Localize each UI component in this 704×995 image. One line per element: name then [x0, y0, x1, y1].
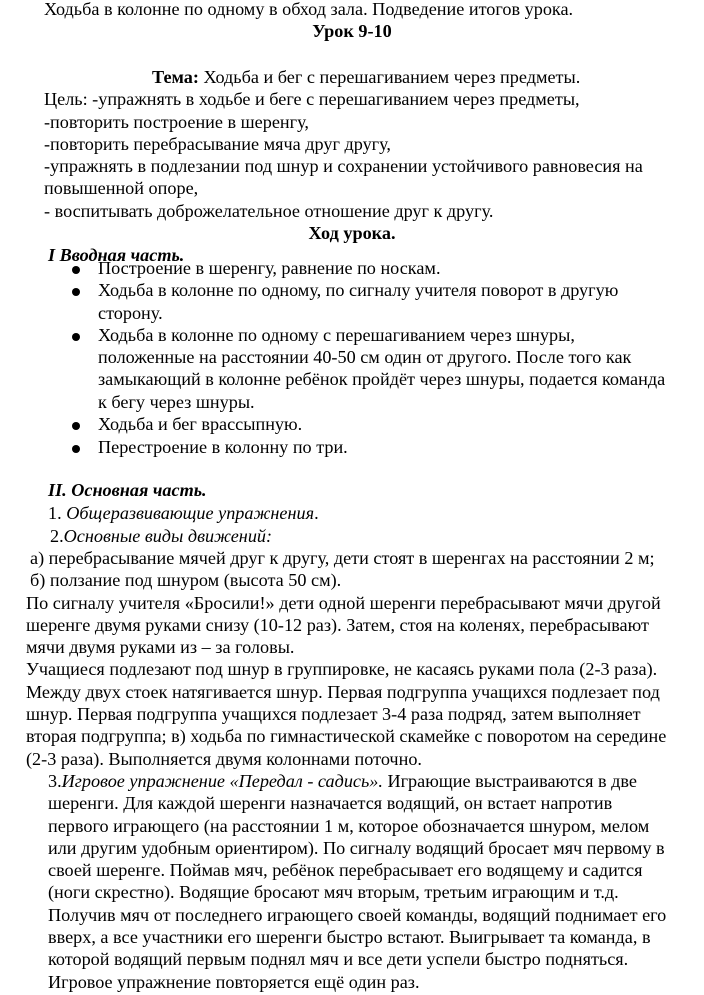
main-part-heading: II. Основная часть. — [48, 480, 207, 501]
bullet-line: к бегу через шнуры. — [98, 391, 255, 412]
game-first-line — [48, 770, 637, 793]
bullet-line: Построение в шеренгу, равнение по носкам. — [98, 257, 441, 278]
game-line: вверх, а все участники его шеренги быстро встают. Выигрывает та команда, в — [48, 927, 651, 948]
goal-line: -повторить построение в шеренгу, — [44, 111, 309, 132]
game-line: первого играющего (на расстоянии 1 м, которое обозначается шнуром, мелом — [48, 815, 650, 836]
course-heading: Ход урока. — [308, 223, 396, 244]
main-item-1 — [48, 502, 319, 525]
item-tail: . — [314, 503, 319, 524]
bullet-line: Ходьба и бег врассыпную. — [98, 414, 303, 435]
bullet-icon — [72, 445, 80, 453]
goal-line: -повторить перебрасывание мяча друг другу, — [44, 133, 391, 154]
game-line: шеренги. Для каждой шеренги назначается водящий, он встает напротив — [48, 793, 613, 814]
bullet-line: Ходьба в колонне по одному с перешагиванием через шнуры, — [98, 324, 575, 345]
intro-part-heading: I Вводная часть. — [48, 245, 185, 266]
item-text: Основные виды движений: — [63, 525, 273, 546]
item-text: Общеразвивающие упражнения — [66, 503, 315, 524]
topic-text: Ходьба и бег с перешагиванием через предметы. — [198, 66, 581, 87]
game-line: или другим удобным ориентиром). По сигналу водящий бросает мяч первому в — [48, 837, 665, 858]
game-first-tail: Играющие выстраиваются в две — [382, 770, 637, 791]
bullet-icon — [72, 266, 80, 274]
topic-line — [152, 66, 580, 89]
bullet-icon — [72, 333, 80, 341]
main-line: Между двух стоек натягивается шнур. Первая подгруппа учащихся подлезает под — [26, 681, 660, 702]
game-line: которой водящий первым поднял мяч и все дети успели быстро подняться. — [48, 949, 629, 970]
item-number: 3. — [48, 770, 62, 791]
game-line: (ноги скрестно). Водящие бросают мяч вторым, третьим играющим и т.д. — [48, 882, 619, 903]
bullet-line: сторону. — [98, 302, 163, 323]
bullet-line: замыкающий в колонне ребёнок пройдёт через шнуры, подается команда — [98, 369, 666, 390]
bullet-icon — [72, 422, 80, 430]
main-line: а) перебрасывание мячей друг к другу, дети стоят в шеренгах на расстоянии 2 м; — [30, 547, 655, 568]
bullet-icon — [72, 288, 80, 296]
item-number: 1. — [48, 503, 67, 524]
item-number: 2. — [50, 525, 64, 546]
bullet-line: Ходьба в колонне по одному, по сигналу учителя поворот в другую — [98, 280, 619, 301]
game-line: своей шеренге. Поймав мяч, ребёнок перебрасывает его водящему и садится — [48, 860, 643, 881]
game-title: Игровое упражнение «Передал - садись». — [61, 770, 383, 791]
bullet-line: Перестроение в колонну по три. — [98, 437, 348, 458]
goal-line: -упражнять в подлезании под шнур и сохранении устойчивого равновесия на — [44, 156, 643, 177]
main-item-2 — [50, 525, 272, 548]
main-line: (2-3 раза). Выполняется двумя колоннами поточно. — [26, 748, 422, 769]
intro-line: Ходьба в колонне по одному в обход зала. Подведение итогов урока. — [44, 0, 574, 20]
main-line: мячи двумя руками из – за головы. — [26, 637, 295, 658]
goal-line: повышенной опоре, — [44, 178, 199, 199]
goal-line: - воспитывать доброжелательное отношение друг к другу. — [44, 200, 494, 221]
game-line: Получив мяч от последнего играющего своей команды, водящий поднимает его — [48, 904, 667, 925]
lesson-title: Урок 9-10 — [312, 21, 392, 42]
game-line: Игровое упражнение повторяется ещё один раз. — [48, 971, 420, 992]
main-line: шеренге двумя руками снизу (10-12 раз). Затем, стоя на коленях, перебрасывают — [26, 614, 649, 635]
topic-label: Тема: — [152, 66, 199, 87]
main-line: По сигналу учителя «Бросили!» дети одной шеренги перебрасывают мячи другой — [26, 592, 661, 613]
main-line: Учащиеся подлезают под шнур в группировке, не касаясь руками пола (2-3 раза). — [26, 659, 658, 680]
main-line: вторая подгруппа; в) ходьба по гимнастической скамейке с поворотом на середине — [26, 726, 667, 747]
goal-line: Цель: -упражнять в ходьбе и беге с перешагиванием через предметы, — [44, 89, 580, 110]
bullet-line: положенные на расстоянии 40-50 см один от другого. После того как — [98, 347, 632, 368]
main-line: шнур. Первая подгруппа учащихся подлезает 3-4 раза подряд, затем выполняет — [26, 704, 641, 725]
main-line: б) ползание под шнуром (высота 50 см). — [30, 570, 342, 591]
